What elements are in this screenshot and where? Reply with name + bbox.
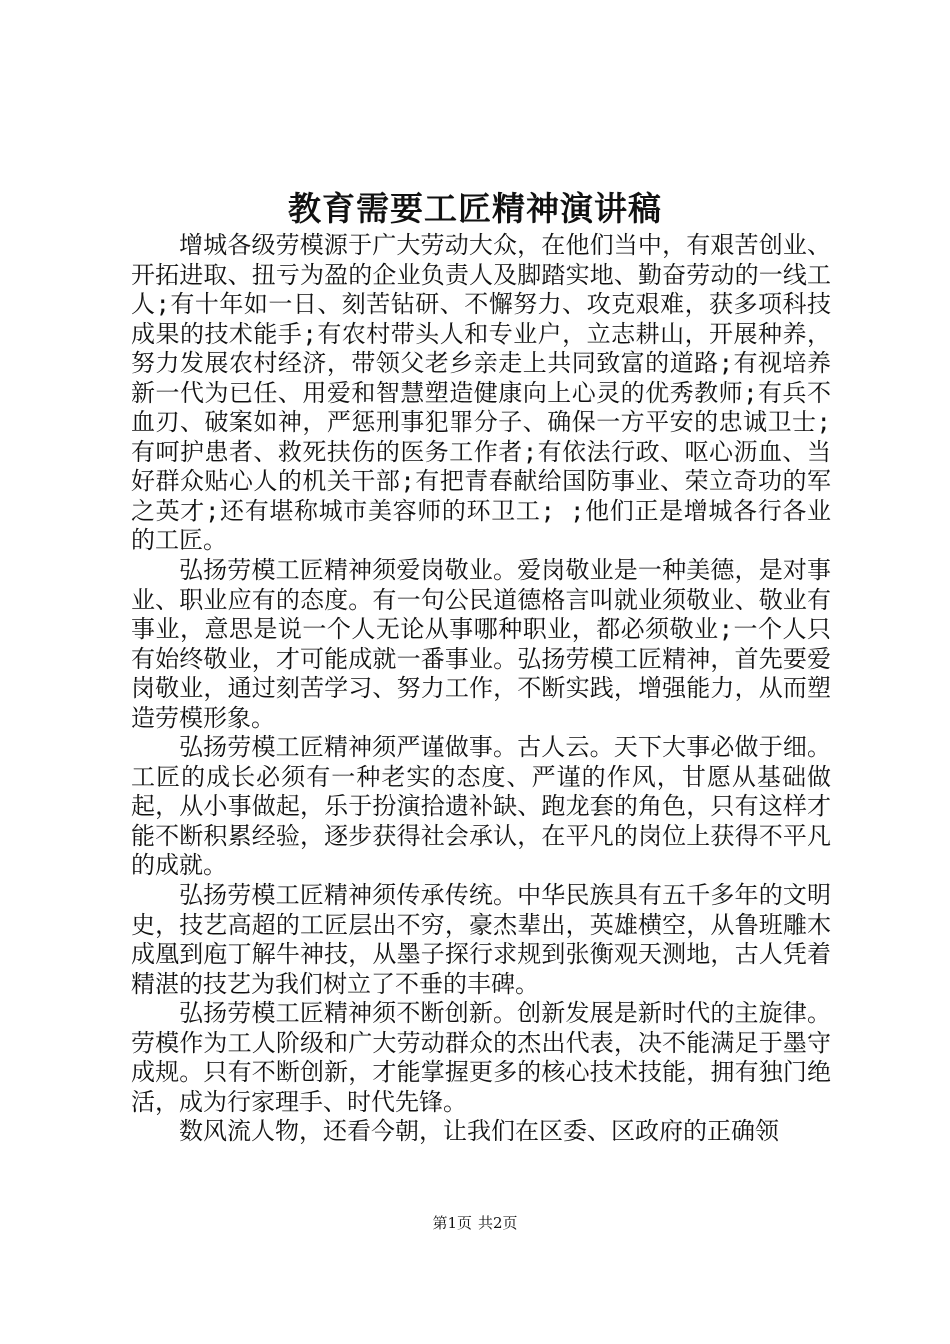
paragraph-5: 弘扬劳模工匠精神须不断创新。创新发展是新时代的主旋律。劳模作为工人阶级和广大劳动群众的杰出代表，决不能满足于墨守成规。只有不断创新，才能掌握更多的核心技术技能，拥有独门绝活，成为行家理手、时代先锋。 — [131, 999, 831, 1116]
paragraph-1: 增城各级劳模源于广大劳动大众，在他们当中，有艰苦创业、开拓进取、扭亏为盈的企业负责人及脚踏实地、勤奋劳动的一线工人;有十年如一日、刻苦钻研、不懈努力、攻克艰难，获多项科技成果的技术能手;有农村带头人和专业户，立志耕山，开展种养，努力发展农村经济，带领父老乡亲走上共同致富的道路;有视培养新一代为已任、用爱和智慧塑造健康向上心灵的优秀教师;有兵不血刃、破案如神，严惩刑事犯罪分子、确保一方平安的忠诚卫士;有呵护患者、救死扶伤的医务工作者;有依法行政、呕心沥血、当好群众贴心人的机关干部;有把青春献给国防事业、荣立奇功的军之英才;还有堪称城市美容师的环卫工; ;他们正是增城各行各业的工匠。 — [131, 231, 831, 555]
page-number-total: 共2页 — [478, 1214, 518, 1232]
document-body — [131, 231, 831, 1147]
document-title: 教育需要工匠精神演讲稿 — [288, 189, 662, 228]
paragraph-6: 数风流人物，还看今朝，让我们在区委、区政府的正确领 — [179, 1117, 779, 1146]
paragraph-4: 弘扬劳模工匠精神须传承传统。中华民族具有五千多年的文明史，技艺高超的工匠层出不穷，豪杰辈出，英雄横空，从鲁班雕木成凰到庖丁解牛神技，从墨子探行求规到张衡观天测地，古人凭着精湛的技艺为我们树立了不垂的丰碑。 — [131, 881, 831, 998]
paragraph-3: 弘扬劳模工匠精神须严谨做事。古人云。天下大事必做于细。工匠的成长必须有一种老实的态度、严谨的作风，甘愿从基础做起，从小事做起，乐于扮演拾遗补缺、跑龙套的角色，只有这样才能不断积累经验，逐步获得社会承认，在平凡的岗位上获得不平凡的成就。 — [131, 733, 831, 880]
page-number-current: 第1页 — [432, 1214, 472, 1232]
paragraph-2: 弘扬劳模工匠精神须爱岗敬业。爱岗敬业是一种美德，是对事业、职业应有的态度。有一句公民道德格言叫就业须敬业、敬业有事业，意思是说一个人无论从事哪种职业，都必须敬业;一个人只有始终敬业，才可能成就一番事业。弘扬劳模工匠精神，首先要爱岗敬业，通过刻苦学习、努力工作，不断实践，增强能力，从而塑造劳模形象。 — [131, 556, 831, 732]
page-footer — [0, 1213, 950, 1233]
